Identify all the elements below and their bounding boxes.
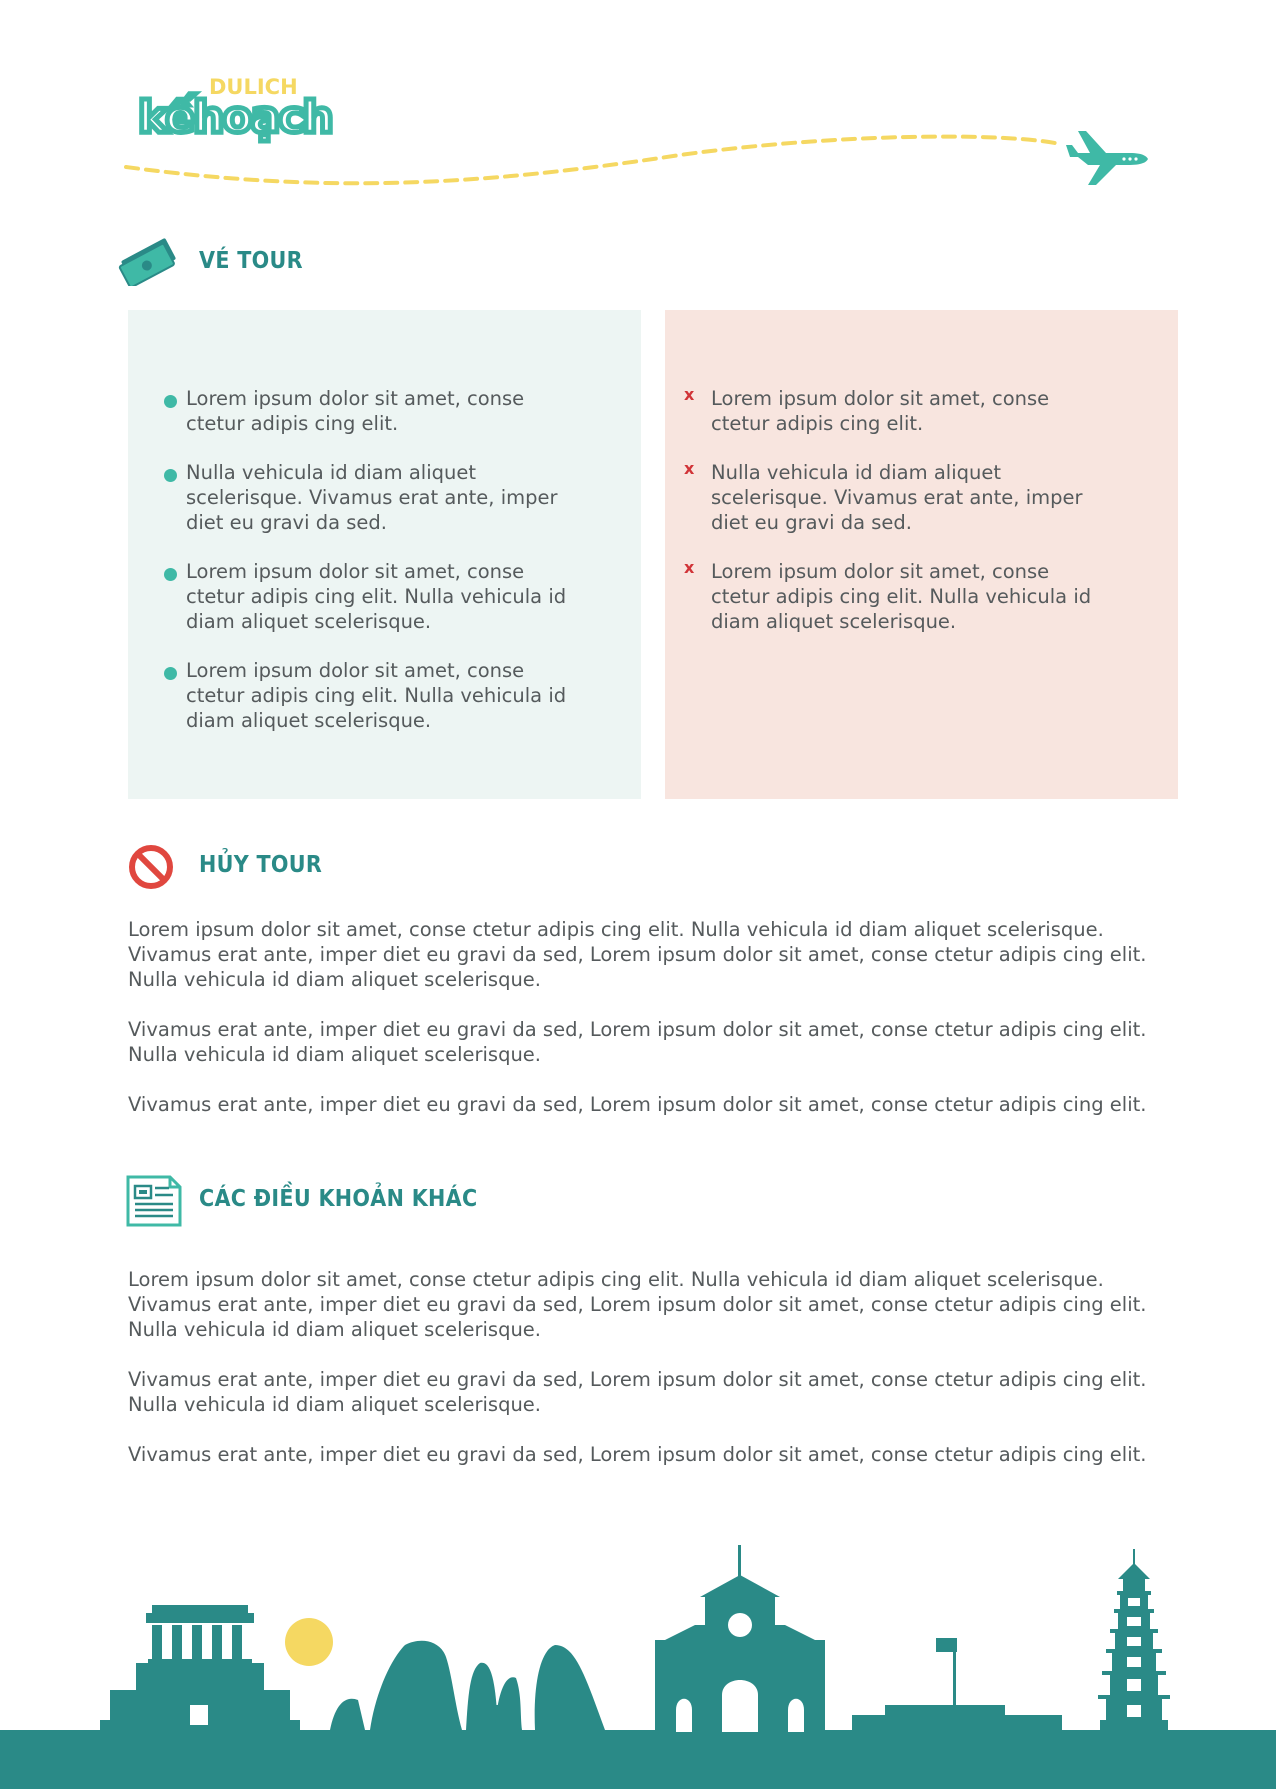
list-item	[128, 460, 641, 535]
bullet-dot-icon	[164, 395, 177, 408]
excluded-list	[665, 386, 1178, 658]
list-item	[128, 658, 641, 733]
document-icon	[125, 1174, 183, 1228]
paragraph: Vivamus erat ante, imper diet eu gravi da sed, Lorem ipsum dolor sit amet, conse ctetur adipis cing elit.	[128, 1093, 1147, 1116]
list-item-text: Nulla vehicula id diam aliquet scelerisque. Vivamus erat ante, imper diet eu gravi da sed.	[711, 461, 1083, 534]
paragraph: Lorem ipsum dolor sit amet, conse ctetur adipis cing elit. Nulla vehicula id diam aliquet scelerisque. Vivamus erat ante, imper diet eu gravi da sed, Lorem ipsum dolor sit amet, conse ctetur adipis cing elit. Nulla vehicula id diam aliquet scelerisque.	[128, 1268, 1147, 1341]
sun-icon	[285, 1618, 333, 1666]
section-title-terms: CÁC ĐIỀU KHOẢN KHÁC	[199, 1186, 478, 1212]
paragraph: Lorem ipsum dolor sit amet, conse ctetur adipis cing elit. Nulla vehicula id diam aliquet scelerisque. Vivamus erat ante, imper diet eu gravi da sed, Lorem ipsum dolor sit amet, conse ctetur adipis cing elit. Nulla vehicula id diam aliquet scelerisque.	[128, 918, 1147, 991]
excluded-box	[665, 310, 1178, 799]
list-item	[665, 460, 1178, 535]
included-list	[128, 386, 641, 757]
list-item	[128, 386, 641, 436]
cross-mark-icon: x	[684, 385, 695, 404]
ticket-icon	[118, 236, 180, 286]
terms-paragraphs	[128, 1267, 1178, 1492]
prohibited-icon	[127, 843, 175, 891]
cancel-paragraphs	[128, 917, 1178, 1142]
flight-path-decoration	[120, 125, 1170, 195]
list-item-text: Lorem ipsum dolor sit amet, conse ctetur adipis cing elit.	[711, 387, 1050, 435]
paragraph: Vivamus erat ante, imper diet eu gravi da sed, Lorem ipsum dolor sit amet, conse ctetur adipis cing elit. Nulla vehicula id diam aliquet scelerisque.	[128, 1018, 1147, 1066]
section-title-cancel: HỦY TOUR	[199, 852, 323, 878]
included-box	[128, 310, 641, 799]
ground-band	[0, 1730, 1276, 1789]
rock-islands-icon	[330, 1641, 605, 1730]
list-item-text: Lorem ipsum dolor sit amet, conse ctetur adipis cing elit. Nulla vehicula id diam aliquet scelerisque.	[186, 560, 567, 633]
bullet-dot-icon	[164, 469, 177, 482]
logo-main-text: kếhoạch	[138, 92, 332, 143]
paragraph: Vivamus erat ante, imper diet eu gravi da sed, Lorem ipsum dolor sit amet, conse ctetur adipis cing elit.	[128, 1443, 1147, 1466]
logo-small-text: DULICH	[209, 75, 298, 99]
paragraph: Vivamus erat ante, imper diet eu gravi da sed, Lorem ipsum dolor sit amet, conse ctetur adipis cing elit. Nulla vehicula id diam aliquet scelerisque.	[128, 1368, 1147, 1416]
list-item	[665, 386, 1178, 436]
bullet-dot-icon	[164, 667, 177, 680]
section-title-ticket: VÉ TOUR	[199, 248, 303, 274]
bullet-dot-icon	[164, 568, 177, 581]
list-item-text: Lorem ipsum dolor sit amet, conse ctetur adipis cing elit.	[186, 387, 525, 435]
list-item-text: Lorem ipsum dolor sit amet, conse ctetur adipis cing elit. Nulla vehicula id diam aliquet scelerisque.	[711, 560, 1092, 633]
footer-skyline	[0, 1545, 1276, 1789]
cross-mark-icon: x	[684, 558, 695, 577]
cross-mark-icon: x	[684, 459, 695, 478]
airplane-icon	[1066, 131, 1148, 185]
list-item-text: Lorem ipsum dolor sit amet, conse ctetur adipis cing elit. Nulla vehicula id diam aliquet scelerisque.	[186, 659, 567, 732]
flag-tower-icon	[852, 1638, 1062, 1732]
list-item-text: Nulla vehicula id diam aliquet scelerisque. Vivamus erat ante, imper diet eu gravi da sed.	[186, 461, 558, 534]
list-item	[128, 559, 641, 634]
list-item	[665, 559, 1178, 634]
